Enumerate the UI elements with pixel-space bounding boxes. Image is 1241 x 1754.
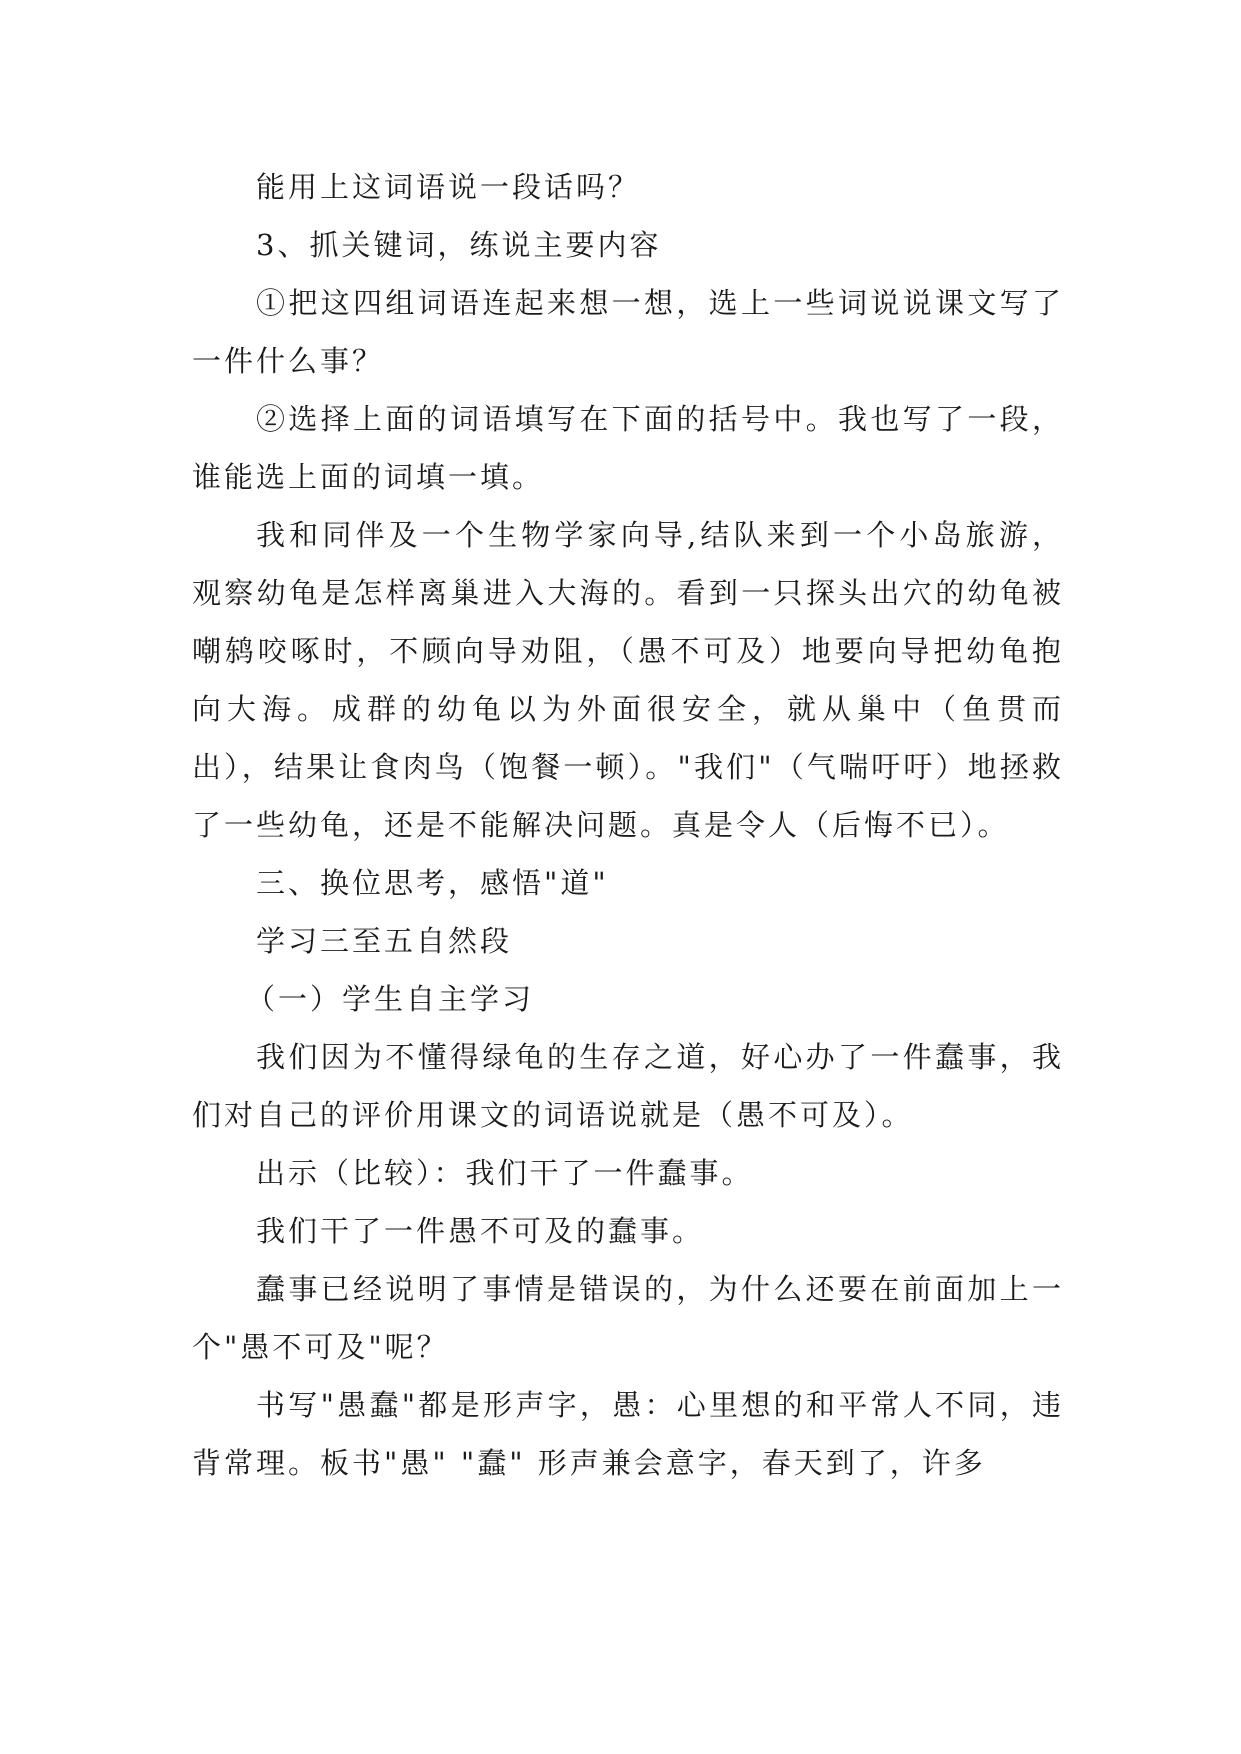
paragraph-compare-sentence-1: 出示（比较）：我们干了一件蠢事。 bbox=[256, 1156, 754, 1190]
paragraph-prompt-question: 能用上这词语说一段话吗？ bbox=[256, 170, 641, 204]
paragraph-fill-in-story: 我和同伴及一个生物学家向导,结队来到一个小岛旅游，观察幼龟是怎样离巢进入大海的。看到一只探头出穴的幼龟被嘲鸫咬啄时，不顾向导劝阻，（愚不可及）地要向导把幼龟抱向大海。成群的幼龟以为外面很安全，就从巢中（鱼贯而出），结果让食肉鸟（饱餐一顿）。"我们"（气喘吁吁）地拯救了一些幼龟，还是不能解决问题。真是令人（后悔不已）。 bbox=[192, 518, 1064, 842]
paragraph-study-paragraphs: 学习三至五自然段 bbox=[256, 924, 513, 958]
paragraph-writing-note: 书写"愚蠢"都是形声字，愚：心里想的和平常人不同，违背常理。板书"愚" "蠢" 形声兼会意字，春天到了，许多 bbox=[192, 1388, 1064, 1480]
paragraph-section-3-heading: 三、换位思考，感悟"道" bbox=[256, 866, 609, 900]
paragraph-task-1: ①把这四组词语连起来想一想，选上一些词说说课文写了一件什么事？ bbox=[192, 286, 1064, 378]
paragraph-self-evaluation: 我们因为不懂得绿龟的生存之道，好心办了一件蠢事，我们对自己的评价用课文的词语说就是（愚不可及）。 bbox=[192, 1040, 1064, 1132]
paragraph-task-2: ②选择上面的词语填写在下面的括号中。我也写了一段，谁能选上面的词填一填。 bbox=[192, 402, 1064, 494]
paragraph-step-3-heading: 3、抓关键词，练说主要内容 bbox=[256, 228, 662, 262]
paragraph-subsection-1-heading: （一）学生自主学习 bbox=[246, 982, 535, 1016]
document-body bbox=[192, 158, 1064, 1492]
paragraph-compare-sentence-2: 我们干了一件愚不可及的蠢事。 bbox=[256, 1214, 705, 1248]
paragraph-why-question: 蠢事已经说明了事情是错误的，为什么还要在前面加上一个"愚不可及"呢？ bbox=[192, 1272, 1064, 1364]
